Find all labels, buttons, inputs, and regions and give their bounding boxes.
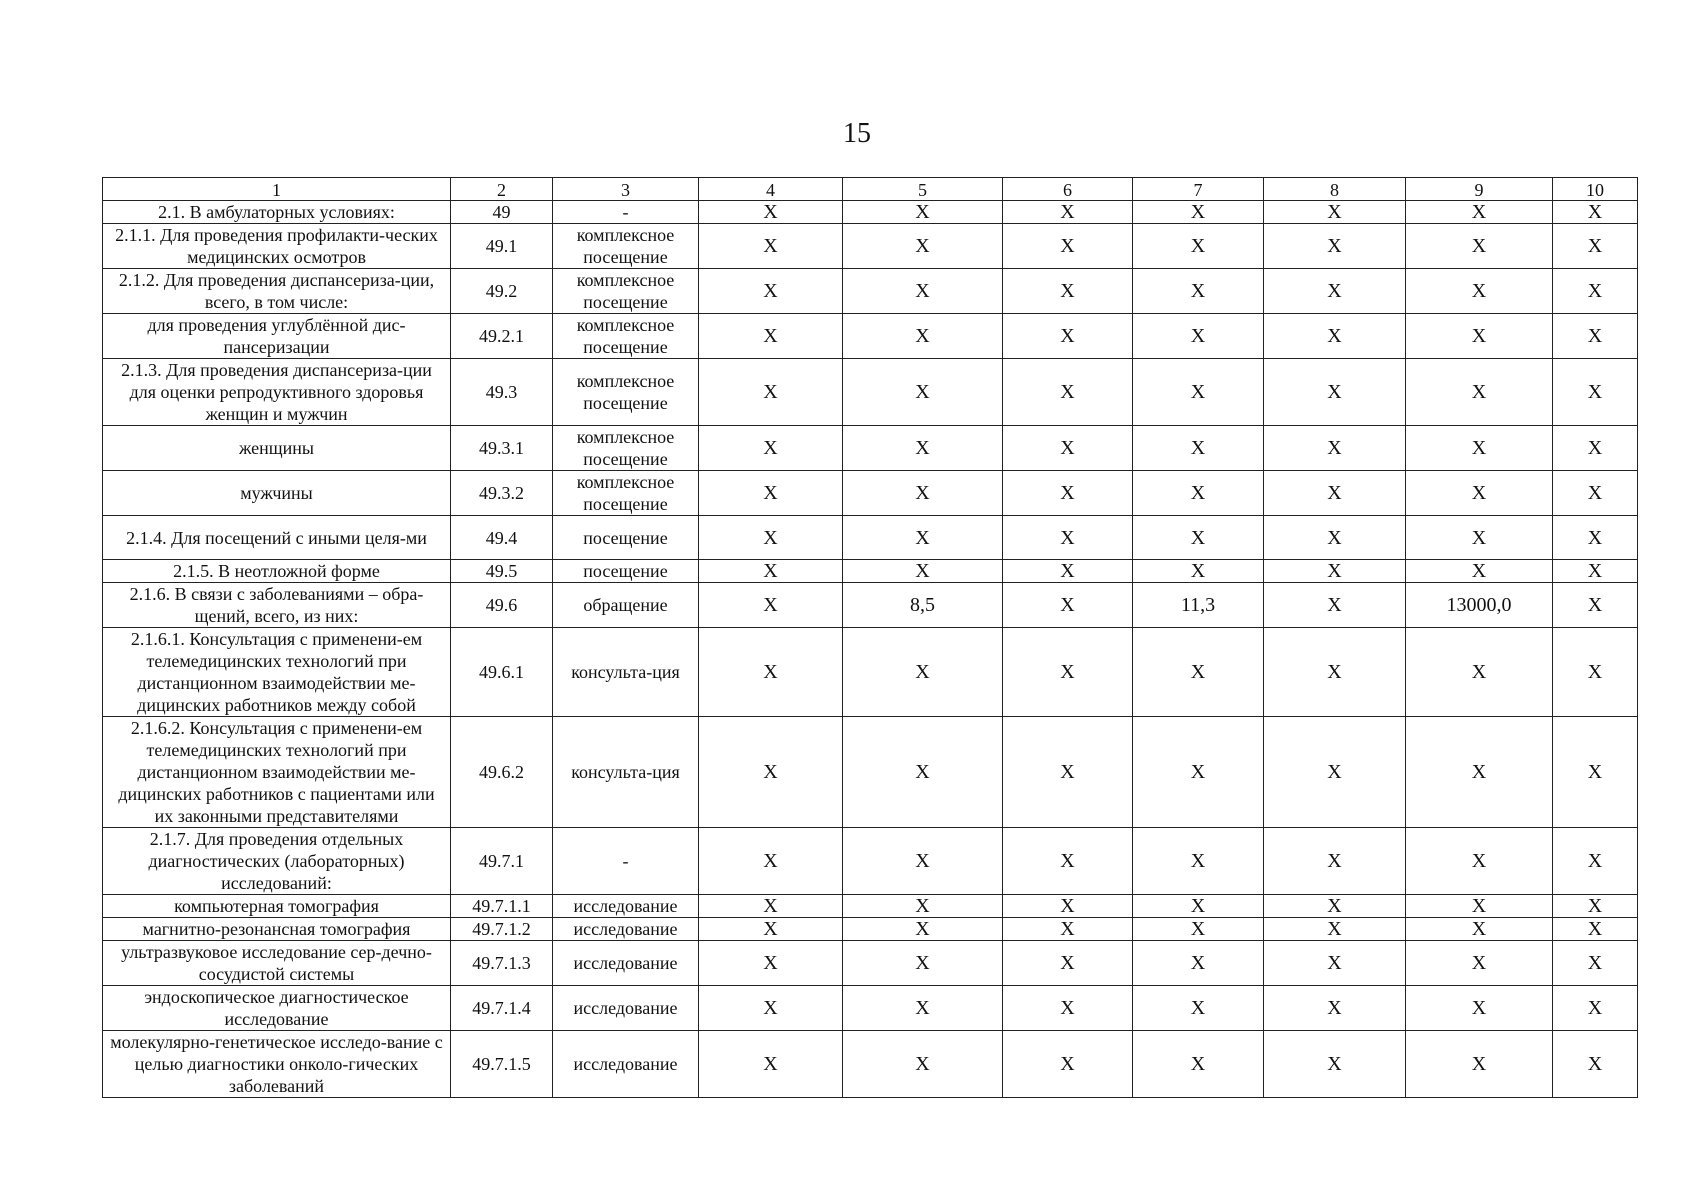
row-value-cell-col4: X	[699, 628, 843, 717]
row-value-cell-col4: X	[699, 426, 843, 471]
row-value-cell-col9: X	[1406, 224, 1553, 269]
row-code-cell: 49.6	[451, 583, 553, 628]
row-value-cell-col4: X	[699, 918, 843, 941]
row-value-cell-col4: X	[699, 1031, 843, 1098]
row-unit-cell: комплексное посещение	[553, 314, 699, 359]
row-value-cell-col6: X	[1003, 516, 1133, 560]
table-row	[103, 583, 1638, 628]
row-value-cell-col5: X	[843, 201, 1003, 224]
row-code-cell: 49.6.2	[451, 717, 553, 828]
header-row	[103, 178, 1638, 201]
row-value-cell-col7: X	[1133, 201, 1264, 224]
row-value-cell-col8: X	[1264, 628, 1406, 717]
header-cell-2: 2	[451, 178, 553, 201]
row-value-cell-col6: X	[1003, 224, 1133, 269]
row-value-cell-col8: X	[1264, 314, 1406, 359]
row-value-cell-col7: X	[1133, 986, 1264, 1031]
header-cell-9: 9	[1406, 178, 1553, 201]
row-value-cell-col8: X	[1264, 895, 1406, 918]
row-value-cell-col9: X	[1406, 201, 1553, 224]
row-unit-cell: комплексное посещение	[553, 359, 699, 426]
row-name-cell: для проведения углублённой дис-пансеризации	[103, 314, 451, 359]
row-value-cell-col6: X	[1003, 359, 1133, 426]
table-row	[103, 560, 1638, 583]
row-value-cell-col6: X	[1003, 201, 1133, 224]
row-value-cell-col7: X	[1133, 471, 1264, 516]
row-name-cell: мужчины	[103, 471, 451, 516]
row-value-cell-col8: X	[1264, 516, 1406, 560]
row-value-cell-col10: X	[1553, 628, 1638, 717]
row-value-cell-col8: X	[1264, 201, 1406, 224]
row-value-cell-col4: X	[699, 583, 843, 628]
row-unit-cell: исследование	[553, 1031, 699, 1098]
table-row	[103, 1031, 1638, 1098]
row-value-cell-col10: X	[1553, 986, 1638, 1031]
row-code-cell: 49.6.1	[451, 628, 553, 717]
row-name-cell: 2.1. В амбулаторных условиях:	[103, 201, 451, 224]
row-unit-cell: посещение	[553, 516, 699, 560]
row-value-cell-col7: X	[1133, 426, 1264, 471]
row-value-cell-col9: X	[1406, 986, 1553, 1031]
row-value-cell-col7: X	[1133, 1031, 1264, 1098]
table-row	[103, 201, 1638, 224]
row-value-cell-col8: X	[1264, 426, 1406, 471]
row-name-cell: 2.1.6.2. Консультация с применени-ем телемедицинских технологий при дистанционном взаимодействии ме-дицинских работников с пациентами или их законными представителями	[103, 717, 451, 828]
table-row	[103, 314, 1638, 359]
table-row	[103, 426, 1638, 471]
table-row	[103, 471, 1638, 516]
row-value-cell-col6: X	[1003, 986, 1133, 1031]
row-value-cell-col10: X	[1553, 583, 1638, 628]
row-value-cell-col4: X	[699, 224, 843, 269]
row-unit-cell: исследование	[553, 986, 699, 1031]
row-value-cell-col10: X	[1553, 224, 1638, 269]
row-name-cell: 2.1.6.1. Консультация с применени-ем телемедицинских технологий при дистанционном взаимодействии ме-дицинских работников между собой	[103, 628, 451, 717]
row-code-cell: 49.5	[451, 560, 553, 583]
row-unit-cell: комплексное посещение	[553, 426, 699, 471]
row-value-cell-col4: X	[699, 895, 843, 918]
row-value-cell-col8: X	[1264, 560, 1406, 583]
row-code-cell: 49.7.1.3	[451, 941, 553, 986]
row-value-cell-col9: X	[1406, 628, 1553, 717]
row-value-cell-col4: X	[699, 941, 843, 986]
row-value-cell-col10: X	[1553, 918, 1638, 941]
table-row	[103, 986, 1638, 1031]
row-value-cell-col5: X	[843, 895, 1003, 918]
row-value-cell-col9: X	[1406, 717, 1553, 828]
table-row	[103, 628, 1638, 717]
row-value-cell-col6: X	[1003, 717, 1133, 828]
row-name-cell: 2.1.3. Для проведения диспансериза-ции для оценки репродуктивного здоровья женщин и мужчин	[103, 359, 451, 426]
row-value-cell-col4: X	[699, 986, 843, 1031]
row-code-cell: 49.3	[451, 359, 553, 426]
row-value-cell-col5: X	[843, 717, 1003, 828]
row-value-cell-col5: X	[843, 516, 1003, 560]
row-code-cell: 49.4	[451, 516, 553, 560]
row-code-cell: 49.2.1	[451, 314, 553, 359]
row-value-cell-col8: X	[1264, 583, 1406, 628]
row-value-cell-col5: X	[843, 628, 1003, 717]
row-value-cell-col7: X	[1133, 918, 1264, 941]
row-value-cell-col8: X	[1264, 918, 1406, 941]
row-value-cell-col5: X	[843, 986, 1003, 1031]
row-value-cell-col6: X	[1003, 314, 1133, 359]
row-unit-cell: консульта-ция	[553, 717, 699, 828]
row-value-cell-col6: X	[1003, 583, 1133, 628]
row-unit-cell: комплексное посещение	[553, 224, 699, 269]
row-code-cell: 49.7.1.2	[451, 918, 553, 941]
row-code-cell: 49	[451, 201, 553, 224]
header-cell-10: 10	[1553, 178, 1638, 201]
row-value-cell-col10: X	[1553, 269, 1638, 314]
table-row	[103, 717, 1638, 828]
row-value-cell-col10: X	[1553, 717, 1638, 828]
row-value-cell-col9: X	[1406, 560, 1553, 583]
row-value-cell-col6: X	[1003, 918, 1133, 941]
row-code-cell: 49.1	[451, 224, 553, 269]
row-value-cell-col9: X	[1406, 828, 1553, 895]
table-row	[103, 359, 1638, 426]
row-value-cell-col9: X	[1406, 471, 1553, 516]
row-value-cell-col6: X	[1003, 941, 1133, 986]
row-value-cell-col6: X	[1003, 828, 1133, 895]
row-value-cell-col7: X	[1133, 560, 1264, 583]
header-cell-5: 5	[843, 178, 1003, 201]
row-value-cell-col4: X	[699, 471, 843, 516]
row-unit-cell: исследование	[553, 941, 699, 986]
row-value-cell-col6: X	[1003, 628, 1133, 717]
row-value-cell-col4: X	[699, 717, 843, 828]
row-value-cell-col6: X	[1003, 471, 1133, 516]
row-value-cell-col5: X	[843, 941, 1003, 986]
row-value-cell-col4: X	[699, 201, 843, 224]
row-value-cell-col5: X	[843, 269, 1003, 314]
row-value-cell-col4: X	[699, 314, 843, 359]
row-name-cell: 2.1.2. Для проведения диспансериза-ции, всего, в том числе:	[103, 269, 451, 314]
header-cell-7: 7	[1133, 178, 1264, 201]
header-cell-3: 3	[553, 178, 699, 201]
row-value-cell-col9: X	[1406, 426, 1553, 471]
table-row	[103, 516, 1638, 560]
table-row	[103, 828, 1638, 895]
row-unit-cell: комплексное посещение	[553, 269, 699, 314]
row-value-cell-col10: X	[1553, 426, 1638, 471]
row-value-cell-col8: X	[1264, 269, 1406, 314]
row-name-cell: 2.1.7. Для проведения отдельных диагностических (лабораторных) исследований:	[103, 828, 451, 895]
row-value-cell-col9: X	[1406, 314, 1553, 359]
row-name-cell: 2.1.4. Для посещений с иными целя-ми	[103, 516, 451, 560]
row-code-cell: 49.7.1.5	[451, 1031, 553, 1098]
row-name-cell: компьютерная томография	[103, 895, 451, 918]
row-value-cell-col4: X	[699, 828, 843, 895]
page-number: 15	[843, 118, 871, 149]
row-value-cell-col5: X	[843, 426, 1003, 471]
row-value-cell-col8: X	[1264, 359, 1406, 426]
row-name-cell: магнитно-резонансная томография	[103, 918, 451, 941]
row-value-cell-col8: X	[1264, 471, 1406, 516]
row-value-cell-col4: X	[699, 560, 843, 583]
row-value-cell-col10: X	[1553, 560, 1638, 583]
row-value-cell-col7: X	[1133, 717, 1264, 828]
row-value-cell-col10: X	[1553, 471, 1638, 516]
table-row	[103, 269, 1638, 314]
data-table	[102, 177, 1638, 1098]
row-value-cell-col6: X	[1003, 560, 1133, 583]
row-value-cell-col8: X	[1264, 224, 1406, 269]
row-value-cell-col9: X	[1406, 359, 1553, 426]
row-value-cell-col5: X	[843, 918, 1003, 941]
table-body	[103, 178, 1638, 1098]
row-name-cell: молекулярно-генетическое исследо-вание с целью диагностики онколо-гических заболеваний	[103, 1031, 451, 1098]
row-unit-cell: -	[553, 828, 699, 895]
row-value-cell-col6: X	[1003, 426, 1133, 471]
row-value-cell-col10: X	[1553, 516, 1638, 560]
table-row	[103, 918, 1638, 941]
row-unit-cell: обращение	[553, 583, 699, 628]
row-value-cell-col5: 8,5	[843, 583, 1003, 628]
row-value-cell-col6: X	[1003, 1031, 1133, 1098]
row-value-cell-col9: X	[1406, 895, 1553, 918]
row-unit-cell: консульта-ция	[553, 628, 699, 717]
row-value-cell-col9: 13000,0	[1406, 583, 1553, 628]
row-value-cell-col8: X	[1264, 828, 1406, 895]
row-code-cell: 49.2	[451, 269, 553, 314]
row-value-cell-col5: X	[843, 560, 1003, 583]
row-value-cell-col6: X	[1003, 895, 1133, 918]
row-value-cell-col7: X	[1133, 269, 1264, 314]
row-value-cell-col7: X	[1133, 628, 1264, 717]
table-row	[103, 224, 1638, 269]
row-value-cell-col5: X	[843, 471, 1003, 516]
row-name-cell: женщины	[103, 426, 451, 471]
row-unit-cell: -	[553, 201, 699, 224]
row-value-cell-col6: X	[1003, 269, 1133, 314]
row-code-cell: 49.7.1	[451, 828, 553, 895]
row-value-cell-col7: X	[1133, 895, 1264, 918]
row-value-cell-col8: X	[1264, 986, 1406, 1031]
row-value-cell-col10: X	[1553, 828, 1638, 895]
row-value-cell-col9: X	[1406, 941, 1553, 986]
row-value-cell-col4: X	[699, 269, 843, 314]
header-cell-1: 1	[103, 178, 451, 201]
row-value-cell-col8: X	[1264, 1031, 1406, 1098]
row-value-cell-col10: X	[1553, 201, 1638, 224]
row-value-cell-col10: X	[1553, 1031, 1638, 1098]
row-value-cell-col4: X	[699, 359, 843, 426]
header-cell-6: 6	[1003, 178, 1133, 201]
row-code-cell: 49.7.1.4	[451, 986, 553, 1031]
row-value-cell-col9: X	[1406, 269, 1553, 314]
row-value-cell-col7: X	[1133, 941, 1264, 986]
row-value-cell-col7: X	[1133, 359, 1264, 426]
row-value-cell-col9: X	[1406, 1031, 1553, 1098]
row-value-cell-col7: X	[1133, 828, 1264, 895]
row-unit-cell: посещение	[553, 560, 699, 583]
row-value-cell-col10: X	[1553, 314, 1638, 359]
row-value-cell-col9: X	[1406, 918, 1553, 941]
row-unit-cell: исследование	[553, 895, 699, 918]
row-value-cell-col8: X	[1264, 717, 1406, 828]
row-value-cell-col5: X	[843, 224, 1003, 269]
table-row	[103, 941, 1638, 986]
row-unit-cell: комплексное посещение	[553, 471, 699, 516]
row-value-cell-col7: X	[1133, 516, 1264, 560]
row-value-cell-col10: X	[1553, 359, 1638, 426]
row-name-cell: 2.1.1. Для проведения профилакти-ческих медицинских осмотров	[103, 224, 451, 269]
header-cell-8: 8	[1264, 178, 1406, 201]
row-value-cell-col9: X	[1406, 516, 1553, 560]
row-value-cell-col5: X	[843, 359, 1003, 426]
row-name-cell: эндоскопическое диагностическое исследование	[103, 986, 451, 1031]
row-value-cell-col5: X	[843, 1031, 1003, 1098]
row-value-cell-col5: X	[843, 828, 1003, 895]
row-value-cell-col5: X	[843, 314, 1003, 359]
row-value-cell-col7: 11,3	[1133, 583, 1264, 628]
row-value-cell-col7: X	[1133, 314, 1264, 359]
row-value-cell-col7: X	[1133, 224, 1264, 269]
row-name-cell: 2.1.5. В неотложной форме	[103, 560, 451, 583]
row-value-cell-col10: X	[1553, 895, 1638, 918]
row-code-cell: 49.3.2	[451, 471, 553, 516]
row-name-cell: 2.1.6. В связи с заболеваниями – обра-щений, всего, из них:	[103, 583, 451, 628]
row-code-cell: 49.7.1.1	[451, 895, 553, 918]
row-unit-cell: исследование	[553, 918, 699, 941]
row-value-cell-col8: X	[1264, 941, 1406, 986]
row-value-cell-col4: X	[699, 516, 843, 560]
row-name-cell: ультразвуковое исследование сер-дечно-сосудистой системы	[103, 941, 451, 986]
row-value-cell-col10: X	[1553, 941, 1638, 986]
header-cell-4: 4	[699, 178, 843, 201]
table-row	[103, 895, 1638, 918]
row-code-cell: 49.3.1	[451, 426, 553, 471]
